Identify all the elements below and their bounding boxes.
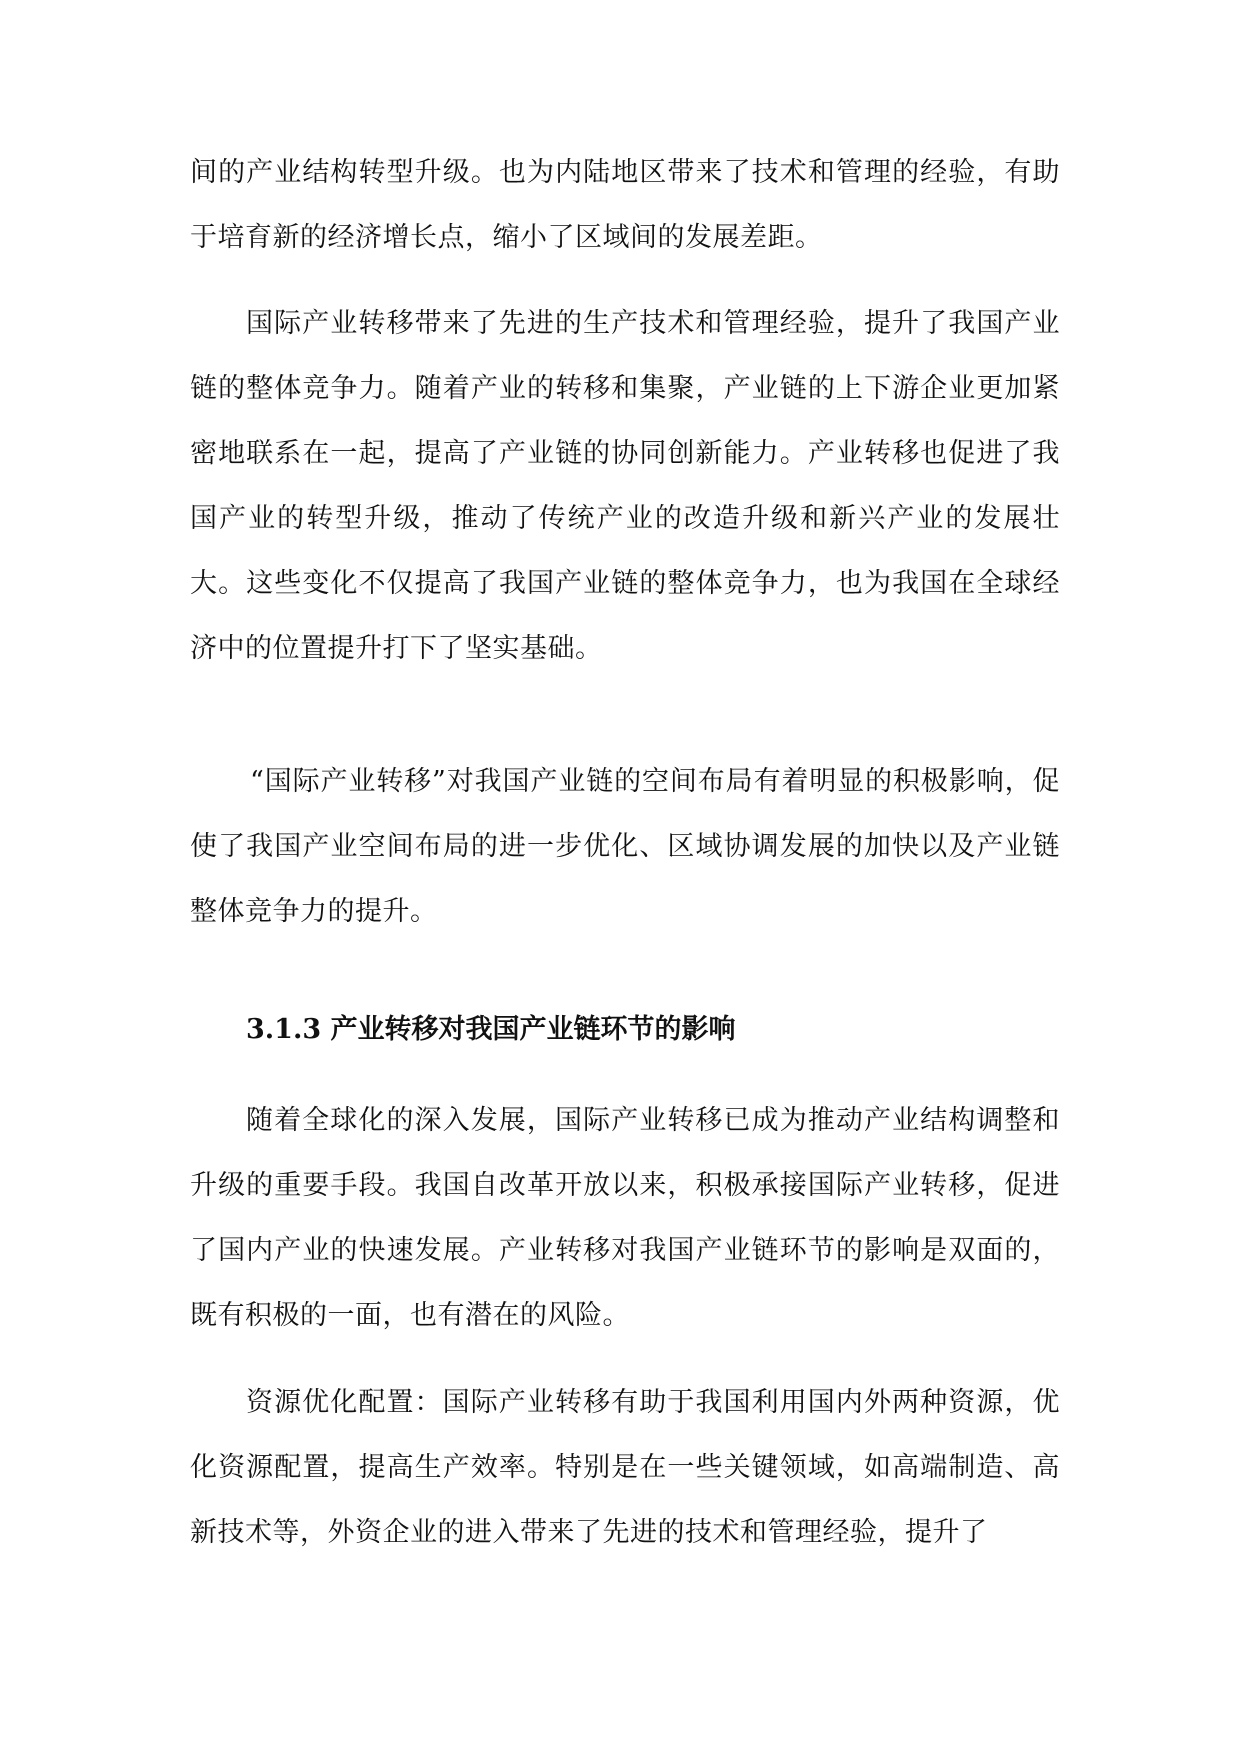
paragraph-resource-allocation: 资源优化配置：国际产业转移有助于我国利用国内外两种资源，优化资源配置，提高生产效率。特别是在一些关键领域，如高端制造、高新技术等，外资企业的进入带来了先进的技术和管理经验，提升了 bbox=[190, 1387, 1060, 1548]
paragraph-industry-competitiveness: 国际产业转移带来了先进的生产技术和管理经验，提升了我国产业链的整体竞争力。随着产业的转移和集聚，产业链的上下游企业更加紧密地联系在一起，提高了产业链的协同创新能力。产业转移也促进了我国产业的转型升级，推动了传统产业的改造升级和新兴产业的发展壮大。这些变化不仅提高了我国产业链的整体竞争力，也为我国在全球经济中的位置提升打下了坚实基础。 bbox=[190, 308, 1060, 664]
paragraph-globalization: 随着全球化的深入发展，国际产业转移已成为推动产业结构调整和升级的重要手段。我国自改革开放以来，积极承接国际产业转移，促进了国内产业的快速发展。产业转移对我国产业链环节的影响是双面的，既有积极的一面，也有潜在的风险。 bbox=[190, 1105, 1060, 1331]
paragraph-spatial-layout: “国际产业转移”对我国产业链的空间布局有着明显的积极影响，促使了我国产业空间布局的进一步优化、区域协调发展的加快以及产业链整体竞争力的提升。 bbox=[190, 766, 1060, 927]
paragraph-continuation: 间的产业结构转型升级。也为内陆地区带来了技术和管理的经验，有助于培育新的经济增长点，缩小了区域间的发展差距。 bbox=[190, 157, 1060, 253]
section-heading: 3.1.3 产业转移对我国产业链环节的影响 bbox=[246, 1014, 736, 1045]
